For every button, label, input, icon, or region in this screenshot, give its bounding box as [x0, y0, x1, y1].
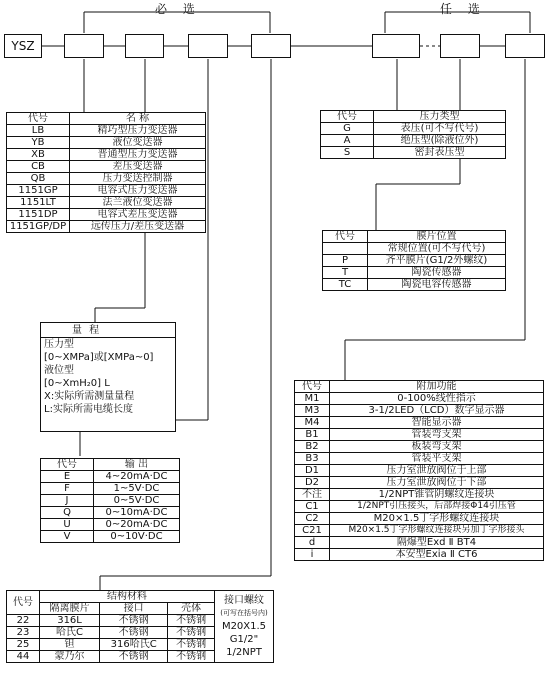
- product-name: 电容式压力变送器: [70, 185, 206, 197]
- table-row: [295, 453, 544, 465]
- table-row: [321, 135, 506, 147]
- material-code: 25: [7, 639, 40, 651]
- table-row: [295, 501, 544, 513]
- pressure-type-header: 压力类型: [374, 111, 506, 123]
- product-code: QB: [7, 173, 70, 185]
- table-row: [41, 471, 180, 483]
- pressure-type: 绝压型(除液位外): [374, 135, 506, 147]
- table-row: [295, 465, 544, 477]
- addon-function: 管装平支架: [330, 453, 544, 465]
- table-row: [295, 537, 544, 549]
- addon-code: M1: [295, 393, 330, 405]
- output-code: Q: [41, 507, 94, 519]
- output-code: F: [41, 483, 94, 495]
- addon-code: B1: [295, 429, 330, 441]
- range-line: [0~XmH₂0] L: [44, 378, 110, 389]
- product-code: LB: [7, 125, 70, 137]
- range-line: 液位型: [44, 365, 74, 376]
- required-label: 必 选: [155, 2, 201, 16]
- addon-code: C1: [295, 501, 330, 513]
- table-row: [323, 279, 506, 291]
- addon-code: B2: [295, 441, 330, 453]
- pressure-type: 密封表压型: [374, 147, 506, 159]
- range-box: [40, 322, 176, 432]
- addon-code: D1: [295, 465, 330, 477]
- product-name: 压力变送控制器: [70, 173, 206, 185]
- housing-material-header: 壳体: [168, 603, 215, 615]
- range-line: L:实际所需电缆长度: [44, 404, 133, 415]
- addon-function: 板装弯支架: [330, 441, 544, 453]
- conn-header: 接口螺纹: [224, 595, 264, 606]
- product-name: 电容式差压变送器: [70, 209, 206, 221]
- table-row: [7, 185, 206, 197]
- product-code-box: [64, 34, 104, 58]
- pressure-code-header: 代号: [321, 111, 374, 123]
- output-code: V: [41, 531, 94, 543]
- addon-code: B3: [295, 453, 330, 465]
- table-row: [295, 405, 544, 417]
- product-name: 法兰液位变送器: [70, 197, 206, 209]
- output-value: 1~5V·DC: [94, 483, 180, 495]
- product-name: 远传压力/差压变送器: [70, 221, 206, 233]
- model-prefix-box: YSZ: [4, 34, 42, 58]
- product-name: 差压变送器: [70, 161, 206, 173]
- material-code-header: 代号: [7, 591, 40, 615]
- addon-function: M20×1.5丁字形螺纹连接块: [330, 513, 544, 525]
- product-name-header: 名 称: [70, 113, 206, 125]
- diaphragm-table: [322, 230, 506, 291]
- product-code: 1151LT: [7, 197, 70, 209]
- addon-function: 1/2NPT锥管阴螺纹连接块: [330, 489, 544, 501]
- table-row: [295, 525, 544, 537]
- range-line: 压力型: [44, 339, 74, 350]
- pressure-type: 表压(可不写代号): [374, 123, 506, 135]
- output-value: 0~5V·DC: [94, 495, 180, 507]
- output-code: J: [41, 495, 94, 507]
- product-table: [6, 112, 206, 233]
- product-name: 普通型压力变送器: [70, 149, 206, 161]
- range-code-box: [125, 34, 164, 58]
- addon-code: d: [295, 537, 330, 549]
- output-value: 0~20mA·DC: [94, 519, 180, 531]
- product-code: XB: [7, 149, 70, 161]
- pressure-code: G: [321, 123, 374, 135]
- conn-cell: [215, 591, 274, 663]
- addon-code: C21: [295, 525, 330, 537]
- material-value: 不锈钢: [168, 651, 215, 663]
- table-row: [295, 441, 544, 453]
- table-row: [7, 173, 206, 185]
- addon-code-header: 代号: [295, 381, 330, 393]
- addon-function: 0-100%线性指示: [330, 393, 544, 405]
- addon-code: 不注: [295, 489, 330, 501]
- addon-function: 3-1/2LED（LCD）数字显示器: [330, 405, 544, 417]
- addon-function: 压力室泄放阀位于下部: [330, 477, 544, 489]
- addon-code: C2: [295, 513, 330, 525]
- table-row: [7, 161, 206, 173]
- material-value: 不锈钢: [168, 615, 215, 627]
- material-code: 22: [7, 615, 40, 627]
- table-row: [41, 495, 180, 507]
- output-code: U: [41, 519, 94, 531]
- output-code-box: [188, 34, 228, 58]
- table-row: [295, 477, 544, 489]
- product-code-header: 代号: [7, 113, 70, 125]
- addon-function: 本安型Exia Ⅱ CT6: [330, 549, 544, 561]
- material-table: [6, 590, 274, 663]
- pressure-code: S: [321, 147, 374, 159]
- material-value: 不锈钢: [100, 615, 168, 627]
- product-name: 液位变送器: [70, 137, 206, 149]
- output-value: 0~10mA·DC: [94, 507, 180, 519]
- diaphragm-position: 陶瓷传感器: [368, 267, 506, 279]
- table-row: [321, 123, 506, 135]
- output-name-header: 输 出: [94, 459, 180, 471]
- interface-material-header: 接口: [100, 603, 168, 615]
- table-row: [7, 197, 206, 209]
- product-code: YB: [7, 137, 70, 149]
- addon-function: 隔爆型Exd Ⅱ BT4: [330, 537, 544, 549]
- addon-function: 智能显示器: [330, 417, 544, 429]
- addon-code: M4: [295, 417, 330, 429]
- table-row: [323, 267, 506, 279]
- product-name: 精巧型压力变送器: [70, 125, 206, 137]
- table-row: [295, 489, 544, 501]
- output-value: 0~10V·DC: [94, 531, 180, 543]
- material-value: 316L: [40, 615, 100, 627]
- output-value: 4~20mA·DC: [94, 471, 180, 483]
- addon-code: D2: [295, 477, 330, 489]
- diaphragm-code-header: 代号: [323, 231, 368, 243]
- conn-value: M20X1.5: [221, 621, 267, 632]
- diaphragm-code: T: [323, 267, 368, 279]
- material-value: 不锈钢: [168, 639, 215, 651]
- table-row: [7, 149, 206, 161]
- material-code: 44: [7, 651, 40, 663]
- diaphragm-position: 常规位置(可不写代号): [368, 243, 506, 255]
- pressure-type-code-box: [372, 34, 420, 58]
- addon-function: 1/2NPT引压接头，后部焊接Φ14引压管: [330, 501, 544, 513]
- table-row: [41, 519, 180, 531]
- output-table: [40, 458, 180, 543]
- addon-function: M20×1.5丁字形螺纹连接块另加丁字形接头: [330, 525, 544, 537]
- optional-label: 任 选: [440, 2, 486, 16]
- diaphragm-position: 陶瓷电容传感器: [368, 279, 506, 291]
- table-row: [323, 243, 506, 255]
- material-code: 23: [7, 627, 40, 639]
- pressure-type-table: [320, 110, 506, 159]
- product-code: CB: [7, 161, 70, 173]
- range-title: 量 程: [72, 325, 102, 336]
- diaphragm-material-header: 隔离膜片: [40, 603, 100, 615]
- table-row: [41, 531, 180, 543]
- output-code-header: 代号: [41, 459, 94, 471]
- table-row: [7, 137, 206, 149]
- diaphragm-position: 齐平膜片(G1/2外螺纹): [368, 255, 506, 267]
- addon-function-header: 附加功能: [330, 381, 544, 393]
- material-value: 不锈钢: [100, 627, 168, 639]
- addon-function: 压力室泄放阀位于上部: [330, 465, 544, 477]
- conn-value: G1/2": [229, 634, 259, 645]
- product-code: 1151DP: [7, 209, 70, 221]
- table-row: [323, 255, 506, 267]
- material-code-box: [251, 34, 291, 58]
- conn-note: (可写在括号内): [220, 609, 268, 617]
- material-value: 蒙乃尔: [40, 651, 100, 663]
- range-line: [0~XMPa]或[XMPa~0]: [44, 352, 154, 363]
- material-value: 不锈钢: [100, 651, 168, 663]
- addon-table: [294, 380, 544, 561]
- table-row: [295, 429, 544, 441]
- diaphragm-code: TC: [323, 279, 368, 291]
- conn-value: 1/2NPT: [226, 647, 262, 658]
- table-row: [7, 209, 206, 221]
- table-row: [295, 393, 544, 405]
- diaphragm-code: P: [323, 255, 368, 267]
- table-row: [7, 125, 206, 137]
- table-row: [41, 507, 180, 519]
- product-code: 1151GP/DP: [7, 221, 70, 233]
- range-line: X:实际所需测量量程: [44, 391, 135, 402]
- material-value: 316哈氏C: [100, 639, 168, 651]
- addon-code-box: [505, 34, 545, 58]
- diaphragm-code-box: [440, 34, 480, 58]
- output-code: E: [41, 471, 94, 483]
- table-row: [321, 147, 506, 159]
- table-row: [7, 221, 206, 233]
- addon-code: M3: [295, 405, 330, 417]
- product-code: 1151GP: [7, 185, 70, 197]
- table-row: [295, 549, 544, 561]
- material-value: 不锈钢: [168, 627, 215, 639]
- material-value: 哈氏C: [40, 627, 100, 639]
- table-row: [295, 417, 544, 429]
- material-group-header: 结构材料: [40, 591, 215, 603]
- table-row: [41, 483, 180, 495]
- addon-code: i: [295, 549, 330, 561]
- diaphragm-position-header: 膜片位置: [368, 231, 506, 243]
- addon-function: 管装弯支架: [330, 429, 544, 441]
- table-row: [295, 513, 544, 525]
- diaphragm-code: [323, 243, 368, 255]
- material-value: 钽: [40, 639, 100, 651]
- pressure-code: A: [321, 135, 374, 147]
